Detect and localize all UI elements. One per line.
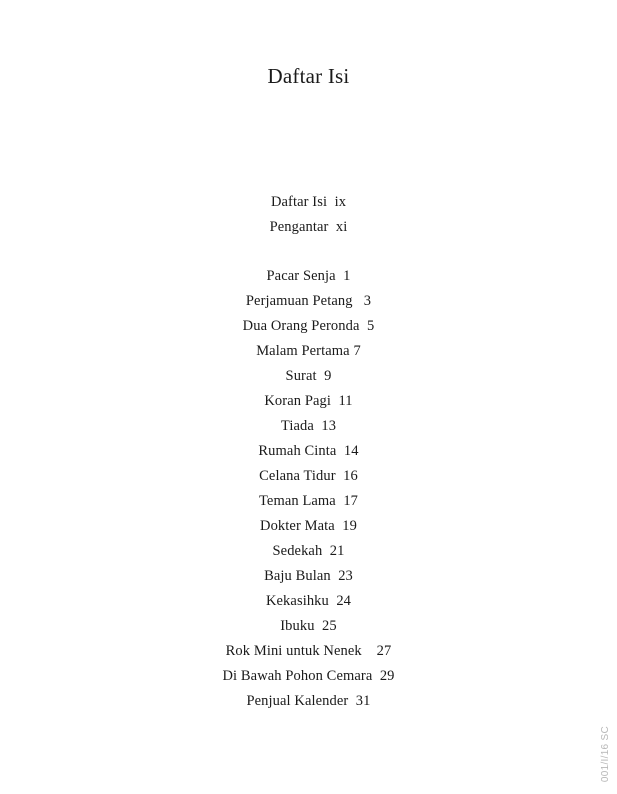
toc-entry-page: 14 — [343, 443, 359, 459]
toc-entry-title: Ibuku — [280, 618, 315, 634]
toc-entry-page: 17 — [343, 493, 359, 509]
toc-entry-title: Surat — [285, 368, 317, 384]
toc-entry — [0, 289, 617, 314]
toc-entry-title: Di Bawah Pohon Cemara — [222, 668, 373, 684]
toc-entry — [0, 564, 617, 589]
toc-entry — [0, 589, 617, 614]
toc-entry — [0, 339, 617, 364]
toc-entry — [0, 264, 617, 289]
toc-entry — [0, 414, 617, 439]
toc-entry-title: Celana Tidur — [259, 468, 336, 484]
toc-entry-page: 27 — [376, 643, 392, 659]
toc-entry — [0, 190, 617, 215]
toc-entry-page: 24 — [336, 593, 352, 609]
toc-entry-title: Koran Pagi — [264, 393, 331, 409]
toc-entry-page: ix — [334, 194, 347, 210]
toc-entry-page: 29 — [379, 668, 395, 684]
toc-entry-page: 1 — [343, 268, 351, 284]
toc-entry-title: Sedekah — [272, 543, 323, 559]
toc-entry-title: Kekasihku — [265, 593, 329, 609]
toc-entry-title: Rok Mini untuk Nenek — [225, 643, 362, 659]
toc-entry — [0, 314, 617, 339]
toc-entry-page: 7 — [353, 343, 361, 359]
toc-entry-page: 19 — [342, 518, 357, 534]
toc-entry-title: Teman Lama — [258, 493, 336, 509]
toc-entry-title: Baju Bulan — [264, 568, 331, 584]
toc-entry-page: 25 — [322, 618, 337, 634]
toc-entry-page: 5 — [366, 318, 375, 334]
toc-entry — [0, 439, 617, 464]
toc-entry-title: Daftar Isi — [270, 194, 328, 210]
toc-entry — [0, 664, 617, 689]
toc-entry — [0, 364, 617, 389]
toc-entry-page: 23 — [338, 568, 353, 584]
toc-entry-title: Malam Pertama — [256, 343, 350, 359]
toc-entry-title: Pacar Senja — [266, 268, 336, 284]
toc-entry — [0, 639, 617, 664]
toc-entry-title: Tiada — [280, 418, 314, 434]
toc-entry-page: xi — [335, 219, 348, 235]
toc-entry-page: 3 — [363, 293, 372, 309]
toc-entry — [0, 464, 617, 489]
toc-entry — [0, 514, 617, 539]
toc-entry — [0, 389, 617, 414]
toc-main-list — [0, 264, 617, 714]
toc-entry-page: 9 — [324, 368, 332, 384]
toc-entry-page: 16 — [343, 468, 358, 484]
toc-front-matter — [0, 190, 617, 240]
toc-entry-page: 13 — [321, 418, 337, 434]
toc-entry-page: 11 — [338, 393, 353, 409]
toc-entry-title: Perjamuan Petang — [245, 293, 353, 309]
toc-entry-title: Penjual Kalender — [246, 693, 349, 709]
toc-entry — [0, 489, 617, 514]
footer-code: 001/I/16 SC — [600, 725, 611, 782]
toc-entry-page: 31 — [355, 693, 371, 709]
toc-entry — [0, 689, 617, 714]
toc-entry-title: Pengantar — [269, 219, 329, 235]
toc-entry-page: 21 — [329, 543, 345, 559]
toc-entry — [0, 614, 617, 639]
toc-entry — [0, 539, 617, 564]
toc-entry — [0, 215, 617, 240]
toc-entry-title: Dokter Mata — [260, 518, 335, 534]
toc-entry-title: Rumah Cinta — [258, 443, 337, 459]
toc-entry-title: Dua Orang Peronda — [242, 318, 360, 334]
page-title: Daftar Isi — [267, 64, 350, 88]
